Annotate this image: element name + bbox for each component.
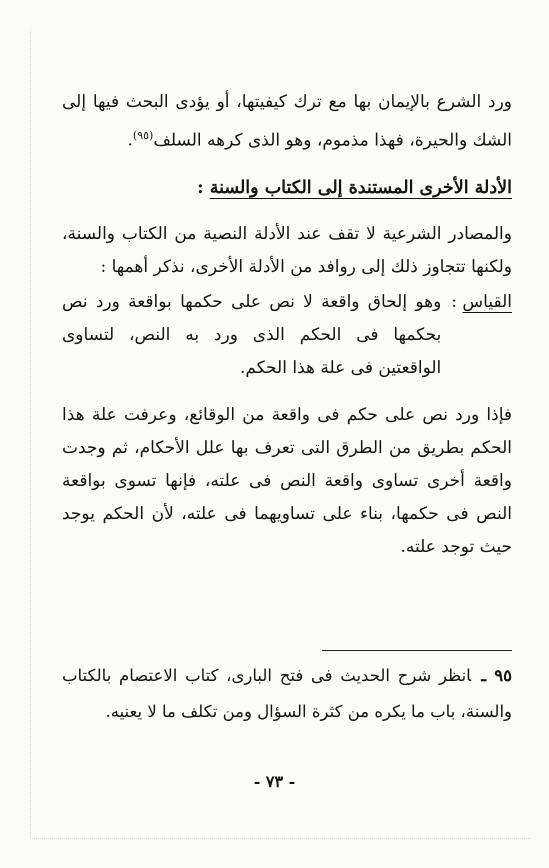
footnote-text: انظر شرح الحديث فى فتح البارى، كتاب الاعتصام بالكتاب والسنة، باب ما يكره من كثرة السؤال ومن تكلف ما لا يعنيه. [62,666,512,721]
definition-text: وهو إلحاق واقعة لا نص على حكمها بواقعة ورد نص بحكمها فى الحكم الذى ورد به النص، لتساوى الواقعتين فى علة هذا الحكم. [62,291,442,378]
footnote-reference: (٩٥) [132,129,154,142]
section-heading-text: الأدلة الأخرى المستندة إلى الكتاب والسنة [209,177,512,198]
intro-paragraph: والمصادر الشرعية لا تقف عند الأدلة النصية من الكتاب والسنة، ولكنها تتجاوز ذلك إلى روافد من الأدلة الأخرى، نذكر أهمها : [62,223,512,277]
paragraph-continuation [62,86,512,158]
footnote-number: ٩٥ ـ [481,666,512,685]
section-heading [62,172,512,204]
explanation-paragraph: فإذا ورد نص على حكم فى واقعة من الوقائع، وعرفت علة هذا الحكم بطريق من الطرق التى تعرف بها علل الأحكام، ثم وجدت واقعة أخرى تساوى واقعة النص فى علته، فإنها تسوى بواقعة النص فى حكمها، بناء على تساويهما فى علته، لأن الحكم يوجد حيث توجد علته. [62,404,512,557]
term-text: القياس [462,291,512,312]
term-colon: : [451,291,463,312]
section-heading-colon: : [197,177,210,198]
paragraph-end: . [127,130,133,151]
main-text [62,86,512,564]
page-number: - ٧٣ - [253,772,296,791]
definition-term [451,286,512,385]
footnote-separator [322,650,512,651]
definition-entry [62,286,512,385]
footnote [62,658,512,730]
paragraph-text: ورد الشرع بالإيمان بها مع ترك كيفيتها، أو يؤدى البحث فيها إلى الشك والحيرة، فهذا مذموم، وهو الذى كرهه السلف [62,92,513,151]
